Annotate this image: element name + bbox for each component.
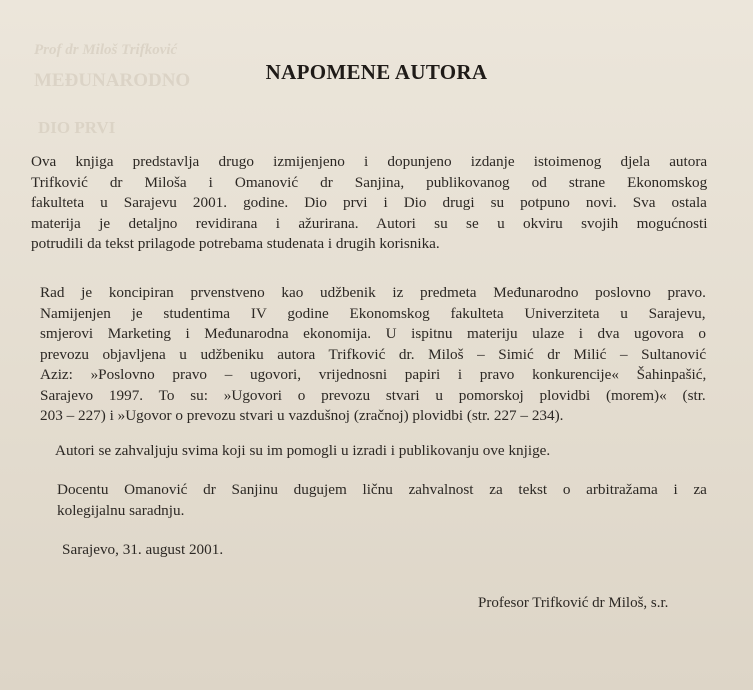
text-line: Rad je koncipiran prvenstveno kao udžbenik iz predmeta Međunarodno poslovno pravo. bbox=[40, 284, 706, 301]
text-line: Docentu Omanović dr Sanjinu dugujem ličnu zahvalnost za tekst o arbitražama i za bbox=[57, 481, 707, 498]
text-line: Sarajevo, 31. august 2001. bbox=[62, 541, 224, 558]
page-title: NAPOMENE AUTORA bbox=[265, 60, 488, 84]
text-line: materija je detaljno revidirana i ažurirana. Autori su se u okviru svojih mogućnosti bbox=[31, 214, 708, 232]
text-line: Autori se zahvaljuju svima koji su im pomogli u izradi i publikovanju ove knjige. bbox=[55, 442, 551, 459]
paragraph-4 bbox=[57, 480, 707, 521]
text-line: fakulteta u Sarajevu 2001. godine. Dio prvi i Dio drugi su potpuno novi. Sva ostala bbox=[31, 194, 707, 211]
text-line: Sarajevo 1997. To su: »Ugovori o prevozu stvari u pomorskoj plovidbi (morem)« (str. bbox=[40, 386, 706, 404]
text-line: Trifković dr Miloša i Omanović dr Sanjina, publikovanog od strane Ekonomskog bbox=[31, 173, 708, 191]
paragraph-2 bbox=[40, 283, 706, 427]
bleed-through-text-1: Prof dr Miloš Trifković bbox=[34, 42, 178, 58]
signature: Profesor Trifković dr Miloš, s.r. bbox=[478, 595, 669, 611]
paragraph-3 bbox=[55, 441, 655, 462]
date-line bbox=[62, 540, 362, 561]
text-line: Aziz: »Poslovno pravo – ugovori, vrijednosni papiri i pravo konkurencije« Šahinpašić, bbox=[40, 366, 707, 383]
text-line: prevozu objavljena u udžbeniku autora Trifković dr. Miloš – Simić dr Milić – Sultanović bbox=[40, 345, 707, 363]
bleed-through-text-3: DIO PRVI bbox=[38, 118, 116, 137]
text-line: Ova knjiga predstavlja drugo izmijenjeno i dopunjeno izdanje istoimenog djela autora bbox=[31, 153, 708, 170]
text-line: potrudili da tekst prilagode potrebama studenata i drugih korisnika. bbox=[31, 235, 440, 252]
text-line: kolegijalnu saradnju. bbox=[57, 501, 185, 519]
paragraph-1 bbox=[31, 152, 707, 255]
text-line: Namijenjen je studentima IV godine Ekonomskog fakulteta Univerziteta u Sarajevu, bbox=[40, 304, 706, 322]
text-line: smjerovi Marketing i Međunarodna ekonomija. U ispitnu materiju ulaze i dva ugovora o bbox=[40, 325, 706, 342]
bleed-through-text-2: MEĐUNARODNO bbox=[34, 70, 191, 91]
text-line: 203 – 227) i »Ugovor o prevozu stvari u vazdušnoj (zračnoj) plovidbi (str. 227 – 234). bbox=[40, 407, 564, 424]
